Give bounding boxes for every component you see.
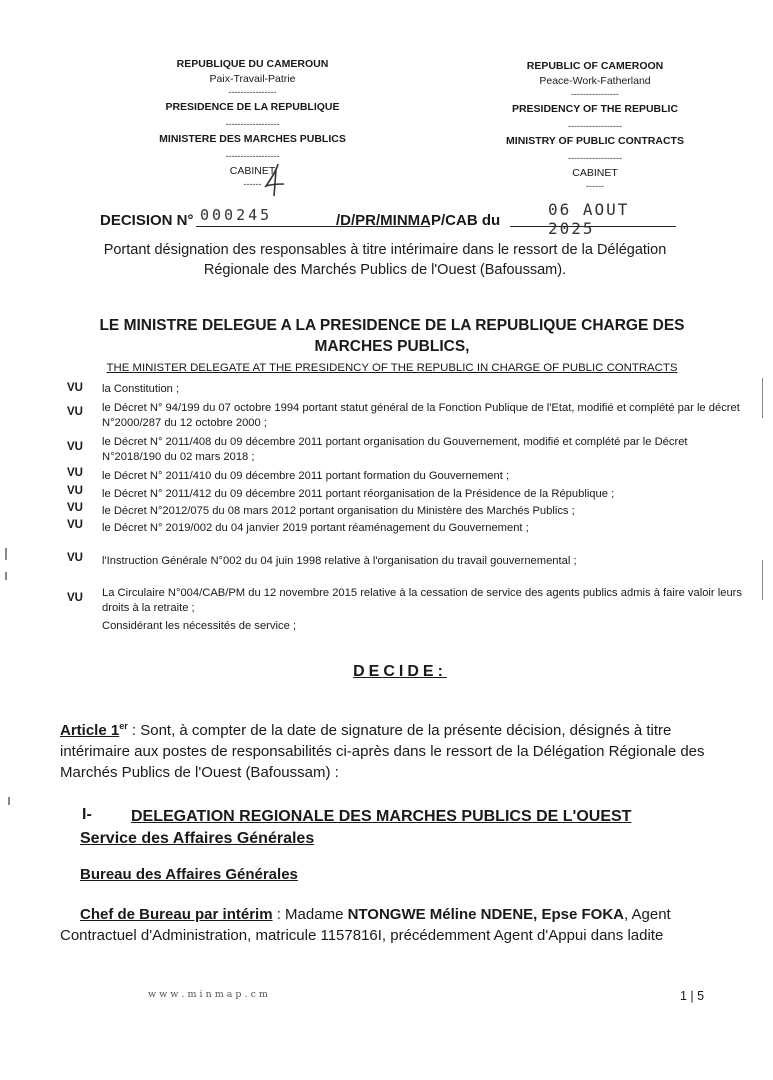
presidency-en: PRESIDENCY OF THE REPUBLIC <box>511 103 679 115</box>
decide-heading: DECIDE: <box>353 663 447 680</box>
article-1-sup: er <box>119 721 128 731</box>
article-1 <box>60 716 740 783</box>
decision-line <box>100 200 680 238</box>
chef-name: NTONGWE Méline NDENE, Epse FOKA <box>347 906 625 923</box>
vu-label: VU <box>67 552 83 564</box>
decision-prefix: DECISION N° <box>100 212 194 229</box>
vu-label: VU <box>67 382 83 394</box>
motto-fr: Paix-Travail-Patrie <box>209 73 296 85</box>
scan-mark <box>762 378 763 418</box>
vu-item: La Circulaire N°004/CAB/PM du 12 novembre 2015 relative à la cessation de service des agents publics admis à faire valoir leurs droits à la retraite ; <box>102 587 742 614</box>
scan-mark <box>5 548 7 560</box>
chef-rest: , Agent Contractuel d'Administration, matricule 1157816I, précédemment Agent d'Appui dans ladite <box>60 906 671 944</box>
vu-item: le Décret N° 2019/002 du 04 janvier 2019 portant réaménagement du Gouvernement ; <box>102 522 529 534</box>
vu-label: VU <box>67 485 83 497</box>
scan-mark <box>762 560 763 600</box>
header-french <box>110 58 395 191</box>
cabinet-fr: CABINET <box>229 165 276 177</box>
article-1-text: : Sont, à compter de la date de signature de la présente décision, désignés à titre intérimaire aux postes de responsabilités ci-après dans le ressort de la Délégation Régionale des Marchés Publics de l'Ouest (Bafoussam) : <box>60 722 705 781</box>
scan-mark <box>5 572 7 580</box>
page-number: 1 | 5 <box>680 989 705 1003</box>
vu-item: le Décret N° 2011/410 du 09 décembre 2011 portant formation du Gouvernement ; <box>102 470 510 482</box>
minister-title-en: THE MINISTER DELEGATE AT THE PRESIDENCY OF THE REPUBLIC IN CHARGE OF PUBLIC CONTRACTS <box>106 362 678 374</box>
scan-mark <box>8 797 10 805</box>
chef-paragraph <box>60 904 740 946</box>
header-english <box>460 60 730 193</box>
decision-date: 06 AOUT 2025 <box>548 200 630 238</box>
chef-sep: : Madame <box>272 906 348 923</box>
separator: ------------------ <box>568 121 622 131</box>
service-title: Service des Affaires Générales <box>80 830 315 847</box>
ministry-en: MINISTRY OF PUBLIC CONTRACTS <box>506 135 684 147</box>
decision-suffix: /D/PR/MINMAP/CAB du <box>336 212 501 229</box>
section-title: DELEGATION REGIONALE DES MARCHES PUBLICS DE L'OUEST <box>131 808 632 825</box>
vu-item: le Décret N° 2011/412 du 09 décembre 2011 portant réorganisation de la Présidence de la République ; <box>102 488 615 500</box>
motto-en: Peace-Work-Fatherland <box>539 75 651 87</box>
separator: ------------------ <box>225 151 280 161</box>
vu-label: VU <box>67 519 83 531</box>
ministry-fr: MINISTERE DES MARCHES PUBLICS <box>159 133 346 145</box>
decision-number: 000245 <box>200 206 273 224</box>
separator: ---------------- <box>228 87 277 97</box>
article-1-label: Article 1 <box>60 722 120 739</box>
handwritten-mark-icon <box>262 162 288 198</box>
presidency-fr: PRESIDENCE DE LA REPUBLIQUE <box>165 101 340 113</box>
cabinet-en: CABINET <box>572 167 618 179</box>
separator: ------ <box>586 181 604 191</box>
decision-subject: Portant désignation des responsables à titre intérimaire dans le ressort de la Délégation Régionale des Marchés Publics de l'Ouest (Bafoussam). <box>103 242 667 278</box>
separator: ------------------ <box>568 153 622 163</box>
considerant: Considérant les nécessités de service ; <box>102 620 297 632</box>
footer-website: w w w . m i n m a p . c m <box>148 989 268 1000</box>
vu-item: le Décret N°2012/075 du 08 mars 2012 portant organisation du Ministère des Marchés Publics ; <box>102 505 575 517</box>
separator: ---------------- <box>571 89 619 99</box>
chef-label: Chef de Bureau par intérim <box>80 906 273 923</box>
separator: ------------------ <box>225 119 280 129</box>
country-fr: REPUBLIQUE DU CAMEROUN <box>176 58 329 70</box>
separator: ------ <box>243 179 262 189</box>
vu-item: le Décret N° 94/199 du 07 octobre 1994 portant statut général de la Fonction Publique de l'Etat, modifié et complété par le décret N°2000/287 du 12 octobre 2000 ; <box>102 402 740 429</box>
bureau-title: Bureau des Affaires Générales <box>80 866 298 883</box>
vu-label: VU <box>67 406 83 418</box>
vu-item: le Décret N° 2011/408 du 09 décembre 2011 portant organisation du Gouvernement, modifié et complété par le Décret N°2018/190 du 02 mars 2018 ; <box>102 436 688 463</box>
section-numeral: I- <box>82 806 92 823</box>
vu-label: VU <box>67 441 83 453</box>
country-en: REPUBLIC OF CAMEROON <box>526 60 664 72</box>
vu-label: VU <box>67 592 83 604</box>
vu-item: l'Instruction Générale N°002 du 04 juin 1998 relative à l'organisation du travail gouvernemental ; <box>102 555 577 567</box>
vu-item: la Constitution ; <box>102 383 180 395</box>
minister-title-fr: LE MINISTRE DELEGUE A LA PRESIDENCE DE LA REPUBLIQUE CHARGE DES MARCHES PUBLICS, <box>99 317 685 355</box>
vu-label: VU <box>67 502 83 514</box>
vu-label: VU <box>67 467 83 479</box>
